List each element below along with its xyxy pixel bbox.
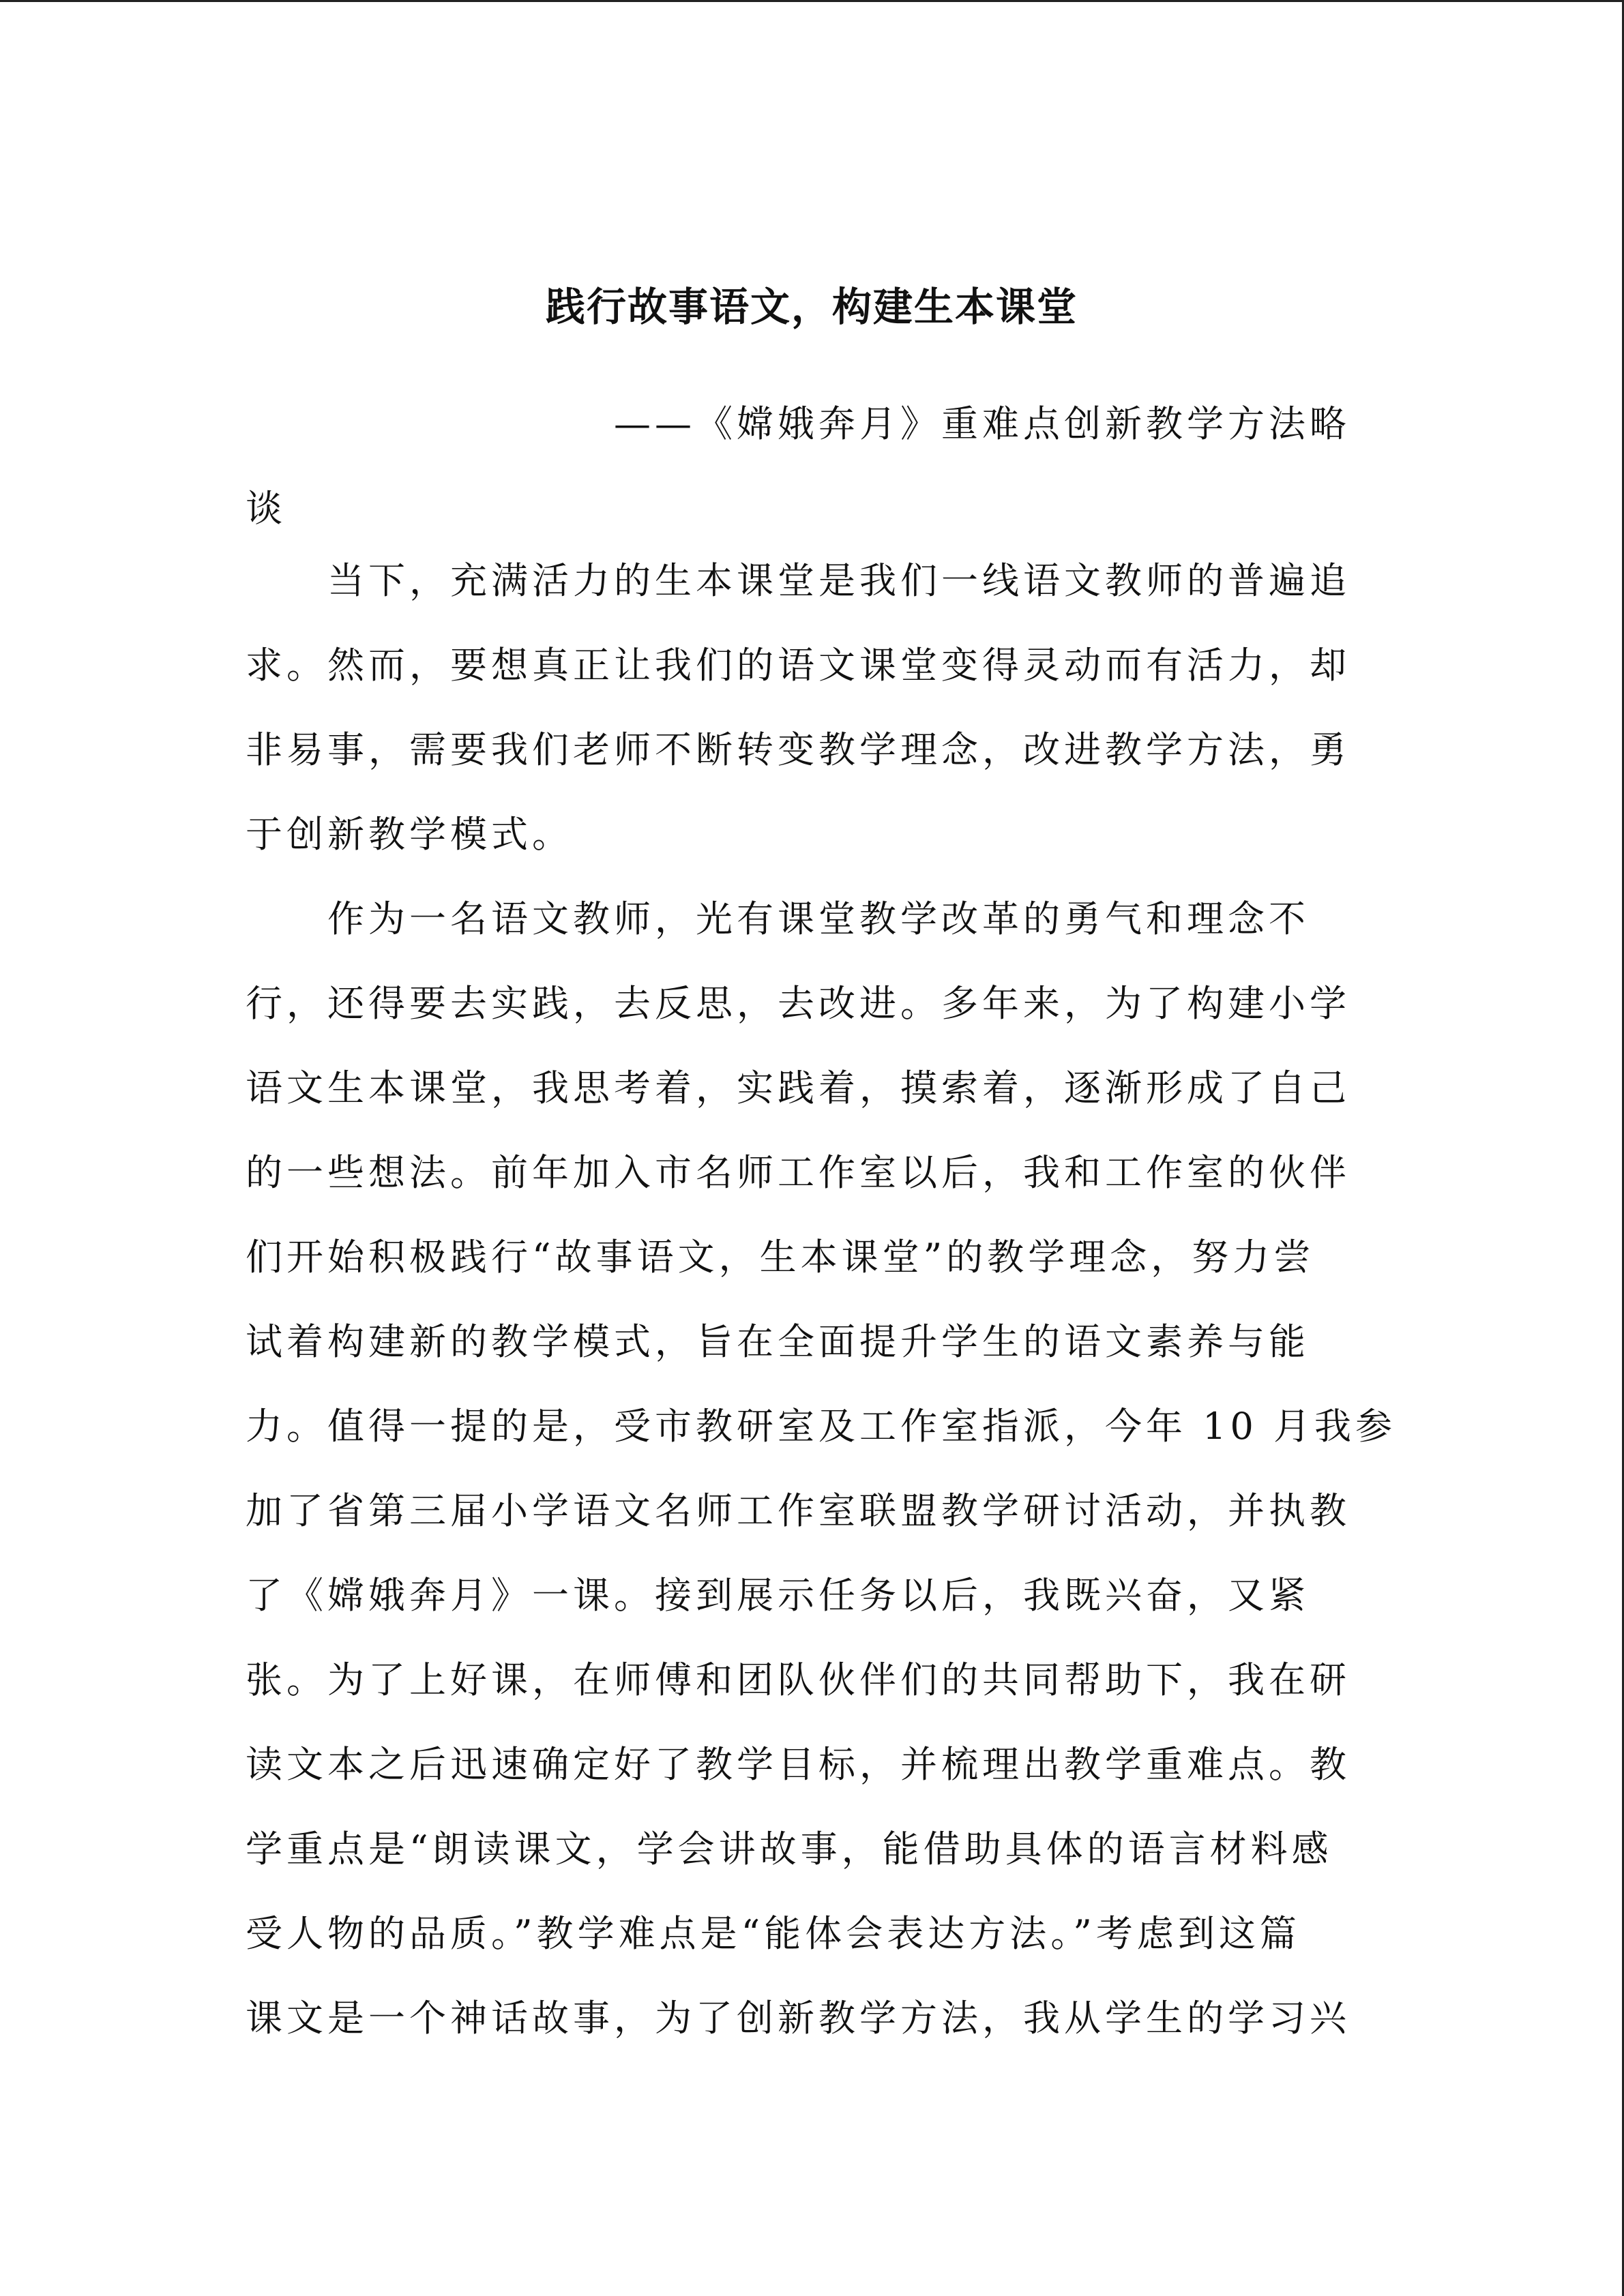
- paragraph-line: 的一些想法。前年加入市名师工作室以后，我和工作室的伙伴: [246, 1151, 1350, 1194]
- paragraph-line: 作为一名语文教师，光有课堂教学改革的勇气和理念不: [327, 897, 1310, 940]
- paragraph-line: 求。然而，要想真正让我们的语文课堂变得灵动而有活力，却: [246, 644, 1350, 687]
- paragraph-line: 试着构建新的教学模式，旨在全面提升学生的语文素养与能: [246, 1320, 1310, 1363]
- paragraph-line: 语文生本课堂，我思考着，实践着，摸索着，逐渐形成了自己: [246, 1067, 1350, 1109]
- paragraph-line: 学重点是“朗读课文，学会讲故事，能借助具体的语言材料感: [246, 1828, 1333, 1870]
- page-border-top: [0, 0, 1624, 2]
- paragraph-line: 非易事，需要我们老师不断转变教学理念，改进教学方法，勇: [246, 728, 1350, 771]
- paragraph-line: 行，还得要去实践，去反思，去改进。多年来，为了构建小学: [246, 982, 1350, 1025]
- paragraph-line: 们开始积极践行“故事语文，生本课堂”的教学理念，努力尝: [246, 1236, 1315, 1279]
- paragraph-line: 了《嫦娥奔月》一课。接到展示任务以后，我既兴奋，又紧: [246, 1574, 1310, 1617]
- paragraph-line: 当下，充满活力的生本课堂是我们一线语文教师的普遍追: [327, 559, 1350, 602]
- document-title: 践行故事语文，构建生本课堂: [545, 284, 1078, 330]
- paragraph-line: 张。为了上好课，在师傅和团队伙伴们的共同帮助下，我在研: [246, 1658, 1350, 1701]
- paragraph-line: 受人物的品质。”教学难点是“能体会表达方法。”考虑到这篇: [246, 1912, 1301, 1955]
- document-subtitle: ——《嫦娥奔月》重难点创新教学方法略谈: [246, 402, 1350, 530]
- paragraph-line: 力。值得一提的是，受市教研室及工作室指派，今年 10 月我参: [246, 1405, 1397, 1448]
- paragraph-line: 于创新教学模式。: [246, 813, 573, 856]
- paragraph-line: 课文是一个神话故事，为了创新教学方法，我从学生的学习兴: [246, 1997, 1350, 2040]
- paragraph-line: 加了省第三届小学语文名师工作室联盟教学研讨活动，并执教: [246, 1489, 1350, 1532]
- paragraph-line: 读文本之后迅速确定好了教学目标，并梳理出教学重难点。教: [246, 1743, 1350, 1786]
